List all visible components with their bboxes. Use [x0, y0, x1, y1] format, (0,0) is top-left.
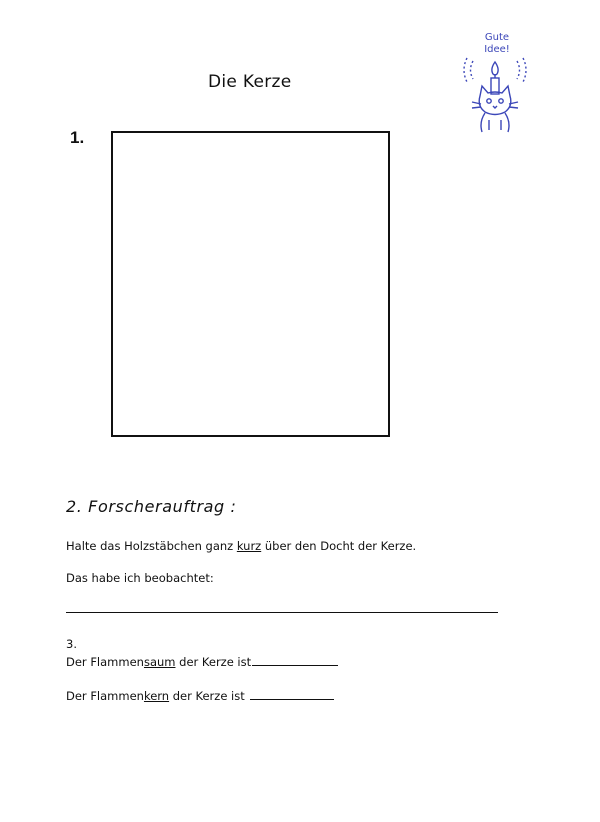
- instruction-text: [66, 539, 416, 553]
- stamp-text-line2: Idee!: [484, 44, 510, 55]
- q2-emphasis: kern: [143, 689, 170, 703]
- stamp-text-line1: Gute: [484, 32, 510, 43]
- question-flammensaum: [66, 655, 338, 669]
- instruction-after: über den Docht der Kerze.: [261, 539, 417, 553]
- instruction-before: Halte das Holzstäbchen ganz: [66, 539, 237, 553]
- q1-after: der Kerze ist: [175, 655, 252, 669]
- q1-emphasis: saum: [143, 655, 176, 669]
- q2-answer-blank[interactable]: [250, 689, 334, 700]
- observation-label: Das habe ich beobachtet:: [66, 571, 214, 585]
- page-title: Die Kerze: [208, 72, 292, 92]
- section1-number: 1.: [70, 128, 85, 147]
- drawing-box[interactable]: [111, 131, 390, 437]
- question-flammenkern: [66, 689, 334, 703]
- q1-answer-blank[interactable]: [252, 655, 338, 666]
- instruction-emphasis: kurz: [236, 539, 262, 553]
- q1-before: Der Flammen: [66, 655, 144, 669]
- section3-number: 3.: [66, 637, 77, 651]
- observation-answer-line[interactable]: [66, 612, 498, 613]
- q2-before: Der Flammen: [66, 689, 144, 703]
- section2-heading: 2. Forscherauftrag :: [66, 497, 237, 516]
- q2-after: der Kerze ist: [169, 689, 245, 703]
- gute-idee-stamp: [455, 30, 535, 138]
